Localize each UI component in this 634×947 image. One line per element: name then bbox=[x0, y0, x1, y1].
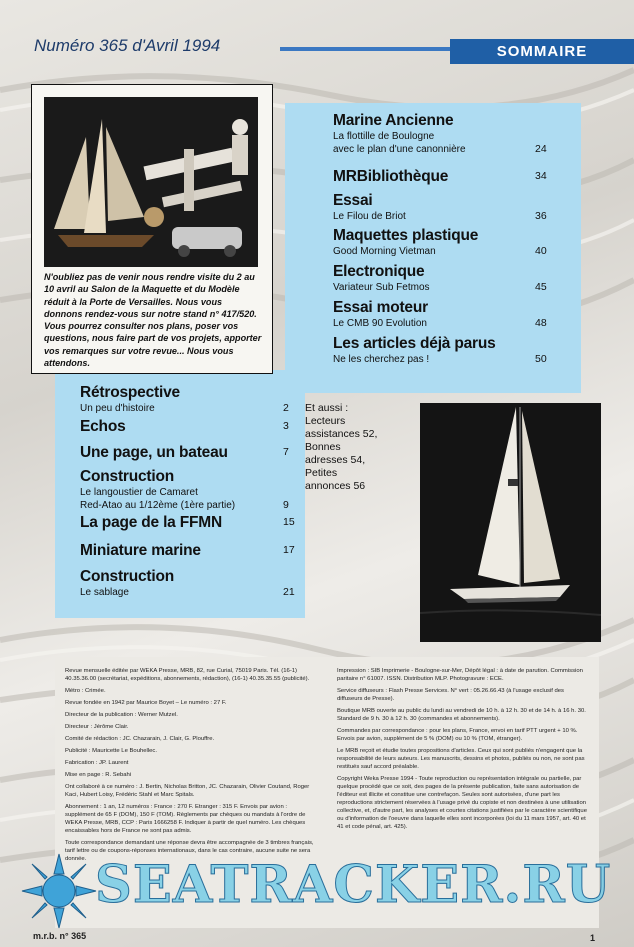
also-line: Petites bbox=[305, 467, 338, 479]
toc-entry-title: Maquettes plastique bbox=[333, 227, 479, 244]
toc-entry[interactable] bbox=[333, 112, 547, 156]
promo-card bbox=[31, 84, 273, 374]
toc-entry[interactable] bbox=[333, 227, 547, 258]
toc-entry-title: Les articles déjà parus bbox=[333, 335, 496, 352]
toc-entry-page: 34 bbox=[535, 170, 547, 182]
toc-entry-title: MRBibliothèque bbox=[333, 168, 449, 185]
toc-entry-title: Marine Ancienne bbox=[333, 112, 454, 129]
toc-entry-subtitle: Le Filou de Briot bbox=[333, 211, 406, 222]
masthead-paragraph: Comité de rédaction : JC. Chazarain, J. Clair, G. Plouffre. bbox=[65, 736, 215, 742]
also-line: assistances 52, bbox=[305, 428, 378, 440]
toc-entry-title: La page de la FFMN bbox=[80, 514, 222, 531]
masthead-paragraph: Fabrication : JP. Laurent bbox=[65, 760, 129, 766]
toc-entry-subtitle: Le sablage bbox=[80, 587, 129, 598]
toc-entry[interactable] bbox=[333, 263, 547, 294]
toc-entry[interactable] bbox=[80, 384, 289, 415]
toc-entry-page: 2 bbox=[283, 402, 289, 414]
toc-entry-subtitle: Good Morning Vietman bbox=[333, 246, 436, 257]
masthead-paragraph: Le MRB reçoit et étudie toutes propositions d'articles. Ceux qui sont publiés n'engagent que la responsabilité de leurs auteurs. Les manuscrits, dessins et photos, publiés ou non, ne sont pas restitués sauf accord préalable. bbox=[337, 748, 585, 770]
toc-entry-subtitle: Le langoustier de Camaret bbox=[80, 487, 198, 498]
toc-entry-title: Une page, un bateau bbox=[80, 444, 228, 461]
toc-entry-subtitle: avec le plan d'une canonnière bbox=[333, 144, 466, 155]
also-line: Et aussi : bbox=[305, 402, 349, 414]
toc-entry-page: 17 bbox=[283, 544, 295, 556]
sailboat-photo bbox=[420, 403, 601, 642]
toc-entry[interactable] bbox=[333, 168, 547, 186]
toc-entry[interactable] bbox=[80, 444, 289, 462]
toc-entry-title: Echos bbox=[80, 418, 126, 435]
masthead-paragraph: Impression : SIB Imprimerie - Boulogne-sur-Mer, Dépôt légal : à date de parution. Commission paritaire n° 61007. ISSN. Distribution MLP. Photogravure : ECE. bbox=[337, 668, 583, 682]
toc-entry-title: Construction bbox=[80, 468, 175, 485]
masthead-paragraph: Commandes par correspondance : pour les plans, France, envoi en tarif PTT urgent + 10 %. Envois par avion, supplément de 5 % (DOM) ou 10 % (TOM, étranger). bbox=[337, 728, 578, 742]
also-line: Bonnes bbox=[305, 441, 341, 453]
toc-entry[interactable] bbox=[80, 568, 295, 599]
watermark-logo bbox=[20, 852, 98, 935]
toc-entry-page: 50 bbox=[535, 353, 547, 365]
masthead-paragraph: Métro : Crimée. bbox=[65, 688, 106, 694]
masthead-paragraph: Directeur : Jérôme Clair. bbox=[65, 724, 129, 730]
masthead-paragraph: Mise en page : R. Sebahi bbox=[65, 772, 132, 778]
masthead-right bbox=[337, 667, 589, 835]
header-rule bbox=[280, 47, 452, 51]
footer-issue: m.r.b. n° 365 bbox=[33, 931, 87, 941]
toc-entry[interactable] bbox=[80, 418, 289, 436]
watermark-text: SEATRACKER.RU bbox=[95, 855, 612, 915]
toc-entry[interactable] bbox=[333, 299, 547, 330]
toc-entry[interactable] bbox=[80, 542, 295, 560]
toc-entry-page: 9 bbox=[283, 499, 289, 511]
masthead-paragraph: Copyright Weka Presse 1994 - Toute reproduction ou représentation intégrale ou partielle, par quelque procédé que ce soit, des pages de la présente publication, faite sans autorisation de l'éditeur est illicite et constitue une contrefaçon. Seules sont autorisées, d'une part les reproductions strictement réservées à l'usage privé du copiste et non destinées à une utilisation collective, et, d'autre part, les analyses et courtes citations justifiées par le caractère scientifique ou d'information de l'oeuvre dans laquelle elles sont incorporées (loi du 11 mars 1957, art. 40 et 41 et code pénal, art. 425). bbox=[337, 776, 587, 830]
toc-entry-subtitle: Red-Atao au 1/12ème (1ère partie) bbox=[80, 500, 236, 511]
page-number: 1 bbox=[590, 933, 596, 943]
masthead-paragraph: Revue fondée en 1942 par Maurice Boyet – Le numéro : 27 F. bbox=[65, 700, 227, 706]
toc-entry-subtitle: Ne les cherchez pas ! bbox=[333, 354, 430, 365]
toc-entry-subtitle: Le CMB 90 Evolution bbox=[333, 318, 427, 329]
toc-entry-title: Rétrospective bbox=[80, 384, 180, 401]
also-line: adresses 54, bbox=[305, 454, 366, 466]
promo-caption: N'oubliez pas de venir nous rendre visite du 2 au 10 avril au Salon de la Maquette et du Modèle réduit à la Porte de Versailles. Nous vous donnons rendez-vous sur notre stand n° 417/520. Vous pourrez consulter nos plans, poser vos questions, nous faire part de vos projets, apporter vos remarques sur votre revue... Nous vous attendons. bbox=[44, 272, 262, 369]
toc-entry-subtitle: Un peu d'histoire bbox=[80, 403, 155, 414]
issue-heading: Numéro 365 d'Avril 1994 bbox=[34, 36, 221, 55]
masthead-paragraph: Publicité : Mauricette Le Bouhellec. bbox=[65, 748, 158, 754]
toc-entry-page: 7 bbox=[283, 446, 289, 458]
toc-entry-title: Miniature marine bbox=[80, 542, 201, 559]
masthead-paragraph: Revue mensuelle éditée par WEKA Presse, MRB, 82, rue Curial, 75019 Paris. Tél. (16-1) 40.35.36.00 (secrétariat, expéditions, abonnements, rédaction), (16-1) 40.35.35.55 (publicité). bbox=[65, 668, 310, 682]
toc-entry[interactable] bbox=[333, 335, 547, 366]
masthead-paragraph: Ont collaboré à ce numéro : J. Bertin, Nicholas Britton, JC. Chazarain, Olivier Coutand, Roger Kaci, Hubert Loisy, Frédéric Stahl et Marc Spitals. bbox=[65, 784, 310, 798]
toc-entry-page: 48 bbox=[535, 317, 547, 329]
toc-entry[interactable] bbox=[80, 468, 289, 512]
masthead-left bbox=[65, 667, 315, 867]
toc-entry-page: 3 bbox=[283, 420, 289, 432]
toc-entry[interactable] bbox=[80, 514, 295, 532]
toc-entry-title: Essai bbox=[333, 192, 373, 209]
toc-entry-title: Essai moteur bbox=[333, 299, 428, 316]
masthead-paragraph: Directeur de la publication : Werner Mutzel. bbox=[65, 712, 178, 718]
toc-entry-page: 21 bbox=[283, 586, 295, 598]
masthead-paragraph: Toute correspondance demandant une réponse devra être accompagnée de 3 timbres français, tarif lettre ou de coupons-réponses internationaux, dans le cas contraire, aucune suite ne sera donnée. bbox=[65, 840, 314, 862]
section-tag: SOMMAIRE bbox=[450, 39, 634, 64]
masthead-paragraph: Abonnement : 1 an, 12 numéros : France : 270 F. Etranger : 315 F. Envois par avion : supplément de 65 F (DOM), 150 F (TOM). Règlements par chèques ou mandats à l'ordre de WEKA Presse, MRB, CCP : Paris 1666258 F. Indiquer à partir de quel numéro. Les chèques encaissables hors de France ne sont pas admis. bbox=[65, 804, 306, 834]
toc-entry[interactable] bbox=[333, 192, 547, 223]
toc-entry-page: 24 bbox=[535, 143, 547, 155]
also-list bbox=[305, 402, 377, 493]
masthead-paragraph: Boutique MRB ouverte au public du lundi au vendredi de 10 h. à 12 h. 30 et de 14 h. à 16 h. 30. Standard de 9 h. 30 à 12 h. 30 (commandes et abonnements). bbox=[337, 708, 586, 722]
also-line: annonces 56 bbox=[305, 480, 366, 492]
also-line: Lecteurs bbox=[305, 415, 346, 427]
toc-entry-page: 40 bbox=[535, 245, 547, 257]
masthead-paragraph: Service diffuseurs : Flash Presse Services. N° vert : 05.26.66.43 (à l'usage exclusif des diffuseurs de Presse). bbox=[337, 688, 564, 702]
toc-entry-title: Construction bbox=[80, 568, 175, 585]
toc-entry-page: 36 bbox=[535, 210, 547, 222]
toc-entry-title: Electronique bbox=[333, 263, 425, 280]
toc-entry-page: 45 bbox=[535, 281, 547, 293]
toc-entry-subtitle: Variateur Sub Fetmos bbox=[333, 282, 430, 293]
toc-entry-page: 15 bbox=[283, 516, 295, 528]
toc-entry-subtitle: La flottille de Boulogne bbox=[333, 131, 435, 142]
models-photo bbox=[44, 97, 258, 267]
